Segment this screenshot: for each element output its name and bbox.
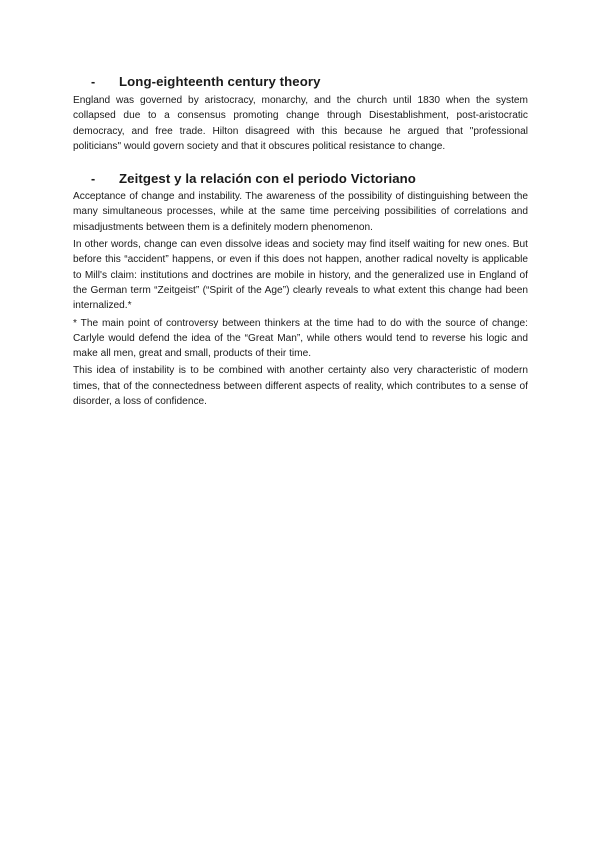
section-long-eighteenth-century xyxy=(73,74,528,154)
bullet-dash: - xyxy=(91,75,96,89)
section-zeitgeist xyxy=(73,171,528,409)
paragraph: In other words, change can even dissolve ideas and society may find itself waiting for new ones. But before this “accident” happens, or even if this does not happen, another radical novelty is applicable to Mill's claim: institutions and doctrines are mobile in history, and the generalized use in England of the German term “Zeitgeist” (“Spirit of the Age”) clearly reveals to what extent this change had been internalized.* xyxy=(73,239,528,312)
section-title: Long-eighteenth century theory xyxy=(119,74,321,89)
section-heading xyxy=(73,171,528,186)
section-heading xyxy=(73,74,528,89)
bullet-dash: - xyxy=(91,172,96,187)
document-page xyxy=(73,74,528,409)
paragraph: This idea of instability is to be combined with another certainty also very characteristic of modern times, that of the connectedness between different aspects of reality, which contributes to a sense of disorder, a loss of confidence. xyxy=(73,365,528,408)
paragraph: England was governed by aristocracy, monarchy, and the church until 1830 when the system collapsed due to a consensus promoting change through Disestablishment, post-aristocratic democracy, and free trade. Hilton disagreed with this because he argued that "professional politicians" would govern society and that it obscures political resistance to change. xyxy=(73,95,528,152)
section-title: Zeitgest y la relación con el periodo Victoriano xyxy=(119,171,416,187)
paragraph: Acceptance of change and instability. The awareness of the possibility of distinguishing between the many simultaneous processes, while at the same time perceiving possibilities of correlations and misadjustments between them is a definitely modern phenomenon. xyxy=(73,191,528,233)
footnote-paragraph: * The main point of controversy between thinkers at the time had to do with the source of change: Carlyle would defend the idea of the “Great Man”, while others would tend to reverse his logic and make all men, great and small, products of their time. xyxy=(73,317,528,360)
